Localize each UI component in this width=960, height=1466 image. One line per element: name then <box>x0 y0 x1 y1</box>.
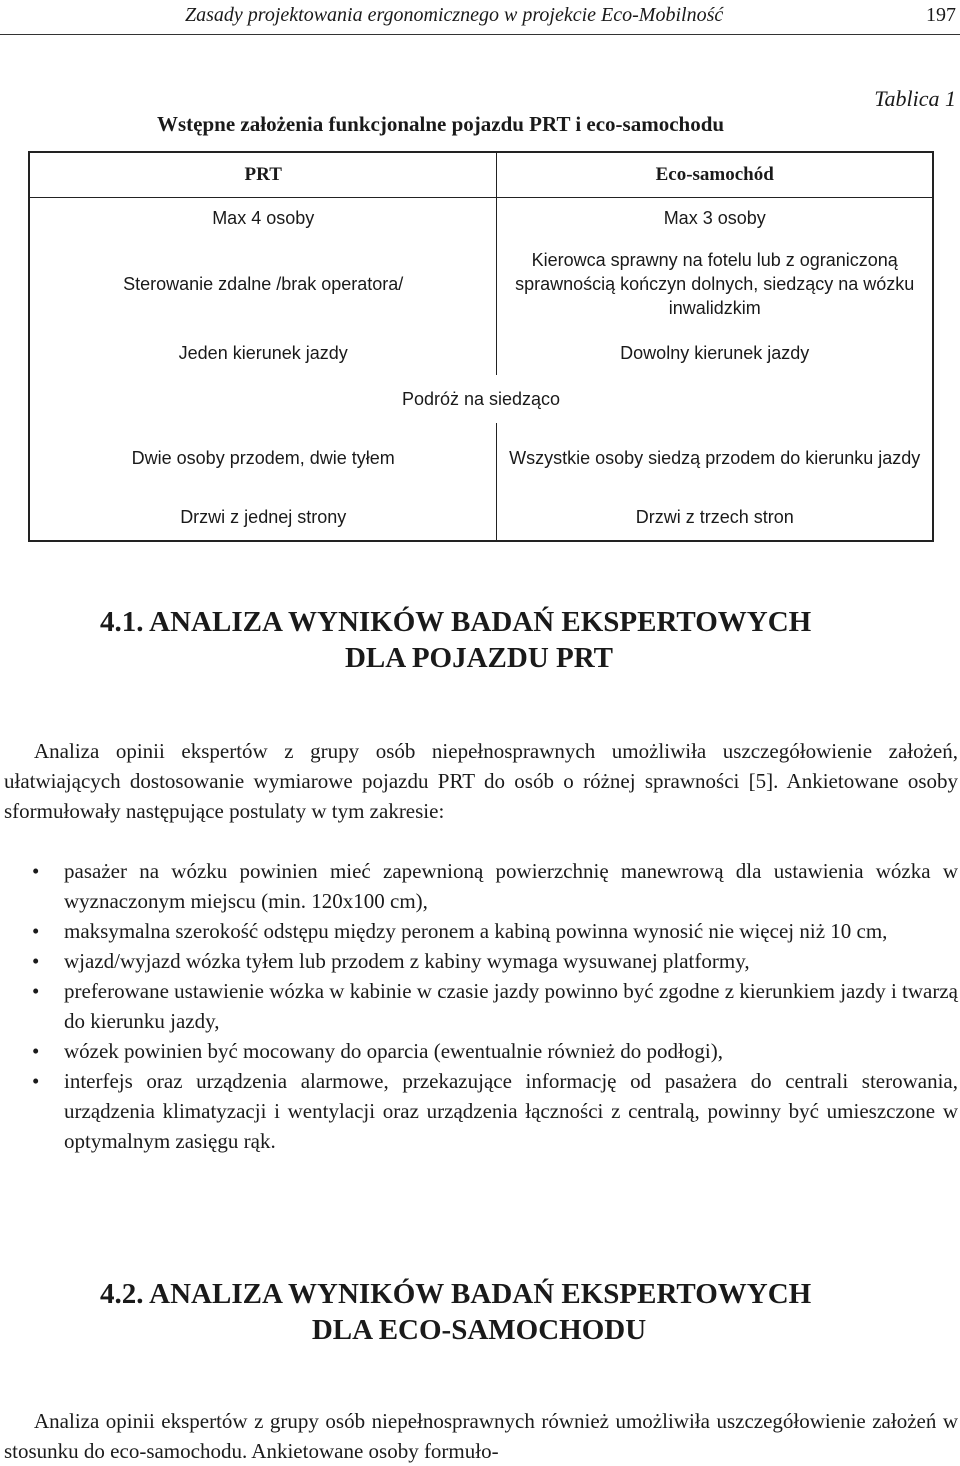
table-cell-shared: Podróż na siedząco <box>401 389 561 409</box>
table-row <box>29 197 933 238</box>
list-item <box>4 946 958 976</box>
table-row <box>29 423 933 493</box>
table-cell-eco: Kierowca sprawny na fotelu lub z ograniczoną sprawnością kończyn dolnych, siedzący na wózku inwalidzkim <box>515 250 915 318</box>
page-number: 197 <box>926 4 956 26</box>
bullet-icon: • <box>32 979 40 1003</box>
table-cell-prt: Max 4 osoby <box>29 197 497 238</box>
section-heading-line: 4.1. ANALIZA WYNIKÓW BADAŃ EKSPERTOWYCH <box>100 606 812 638</box>
bullet-icon: • <box>32 1039 40 1063</box>
list-item <box>4 916 958 946</box>
table-cell-prt: Dwie osoby przodem, dwie tyłem <box>29 423 497 493</box>
table-cell-eco: Max 3 osoby <box>663 207 766 228</box>
list-item <box>4 856 958 916</box>
table-cell-prt: Jeden kierunek jazdy <box>29 330 497 375</box>
column-header-prt: PRT <box>29 152 497 197</box>
list-item <box>4 1036 958 1066</box>
section-heading-line: DLA ECO-SAMOCHODU <box>311 1314 647 1346</box>
bullet-icon: • <box>32 919 40 943</box>
list-item-text: maksymalna szerokość odstępu między peronem a kabiną powinna wynosić nie więcej niż 10 cm, <box>64 919 888 943</box>
list-item <box>4 976 958 1036</box>
table-header-row <box>29 152 933 197</box>
section-heading-line: DLA POJAZDU PRT <box>344 642 614 674</box>
list-item-text: pasażer na wózku powinien mieć zapewnioną powierzchnię manewrową dla ustawienia wózka w wyznaczonym miejscu (min. 120x100 cm), <box>64 859 958 913</box>
list-item-text: wózek powinien być mocowany do oparcia (ewentualnie również do podłogi), <box>64 1039 723 1063</box>
section-4-2-paragraph <box>4 1406 958 1466</box>
table-cell-eco: Drzwi z trzech stron <box>635 506 794 527</box>
table-cell-eco: Dowolny kierunek jazdy <box>620 342 810 363</box>
list-item <box>4 1066 958 1156</box>
running-header <box>0 0 960 35</box>
list-item-text: preferowane ustawienie wózka w kabinie w czasie jazdy powinno być zgodne z kierunkiem jazdy i twarzą do kierunku jazdy, <box>64 979 958 1033</box>
table-row <box>29 238 933 330</box>
table-label: Tablica 1 <box>874 86 956 111</box>
bullet-icon: • <box>32 859 40 883</box>
section-heading-line: 4.2. ANALIZA WYNIKÓW BADAŃ EKSPERTOWYCH <box>100 1278 812 1310</box>
bullet-icon: • <box>32 949 40 973</box>
column-header-eco: Eco-samochód <box>497 152 933 197</box>
table-cell-prt: Drzwi z jednej strony <box>29 493 497 541</box>
paragraph: Analiza opinii ekspertów z grupy osób niepełnosprawnych umożliwiła uszczegółowienie założeń, ułatwiających dostosowanie wymiarowe pojazdu PRT do osób o różnej sprawności [5]. Ankietowane osoby sformułowały następujące postulaty w tym zakresie: <box>4 739 958 823</box>
table-cell-eco: Wszystkie osoby siedzą przodem do kierunku jazdy <box>509 448 921 468</box>
table-row <box>29 493 933 541</box>
section-heading-4-1 <box>0 604 960 676</box>
running-title: Zasady projektowania ergonomicznego w projekcie Eco-Mobilność <box>185 4 724 26</box>
section-4-1-paragraph <box>4 736 958 826</box>
table-row-shared <box>29 375 933 423</box>
bullet-icon: • <box>32 1069 40 1093</box>
spec-table <box>28 151 934 542</box>
table-cell-prt: Sterowanie zdalne /brak operatora/ <box>29 238 497 330</box>
list-item-text: wjazd/wyjazd wózka tyłem lub przodem z kabiny wymaga wysuwanej platformy, <box>64 949 750 973</box>
table-title: Wstępne założenia funkcjonalne pojazdu PRT i eco-samochodu <box>157 112 725 136</box>
list-item-text: interfejs oraz urządzenia alarmowe, przekazujące informację od pasażera do centrali sterowania, urządzenia klimatyzacji i wentylacji oraz urządzenia łączności z centralą, powinny być umieszczone w optymalnym zasięgu rąk. <box>64 1069 958 1153</box>
section-heading-4-2 <box>0 1276 960 1348</box>
table-row <box>29 330 933 375</box>
postulates-list <box>4 856 958 1156</box>
paragraph: Analiza opinii ekspertów z grupy osób niepełnosprawnych również umożliwiła uszczegółowienie założeń w stosunku do eco-samochodu. Ankietowane osoby formuło- <box>4 1409 958 1463</box>
